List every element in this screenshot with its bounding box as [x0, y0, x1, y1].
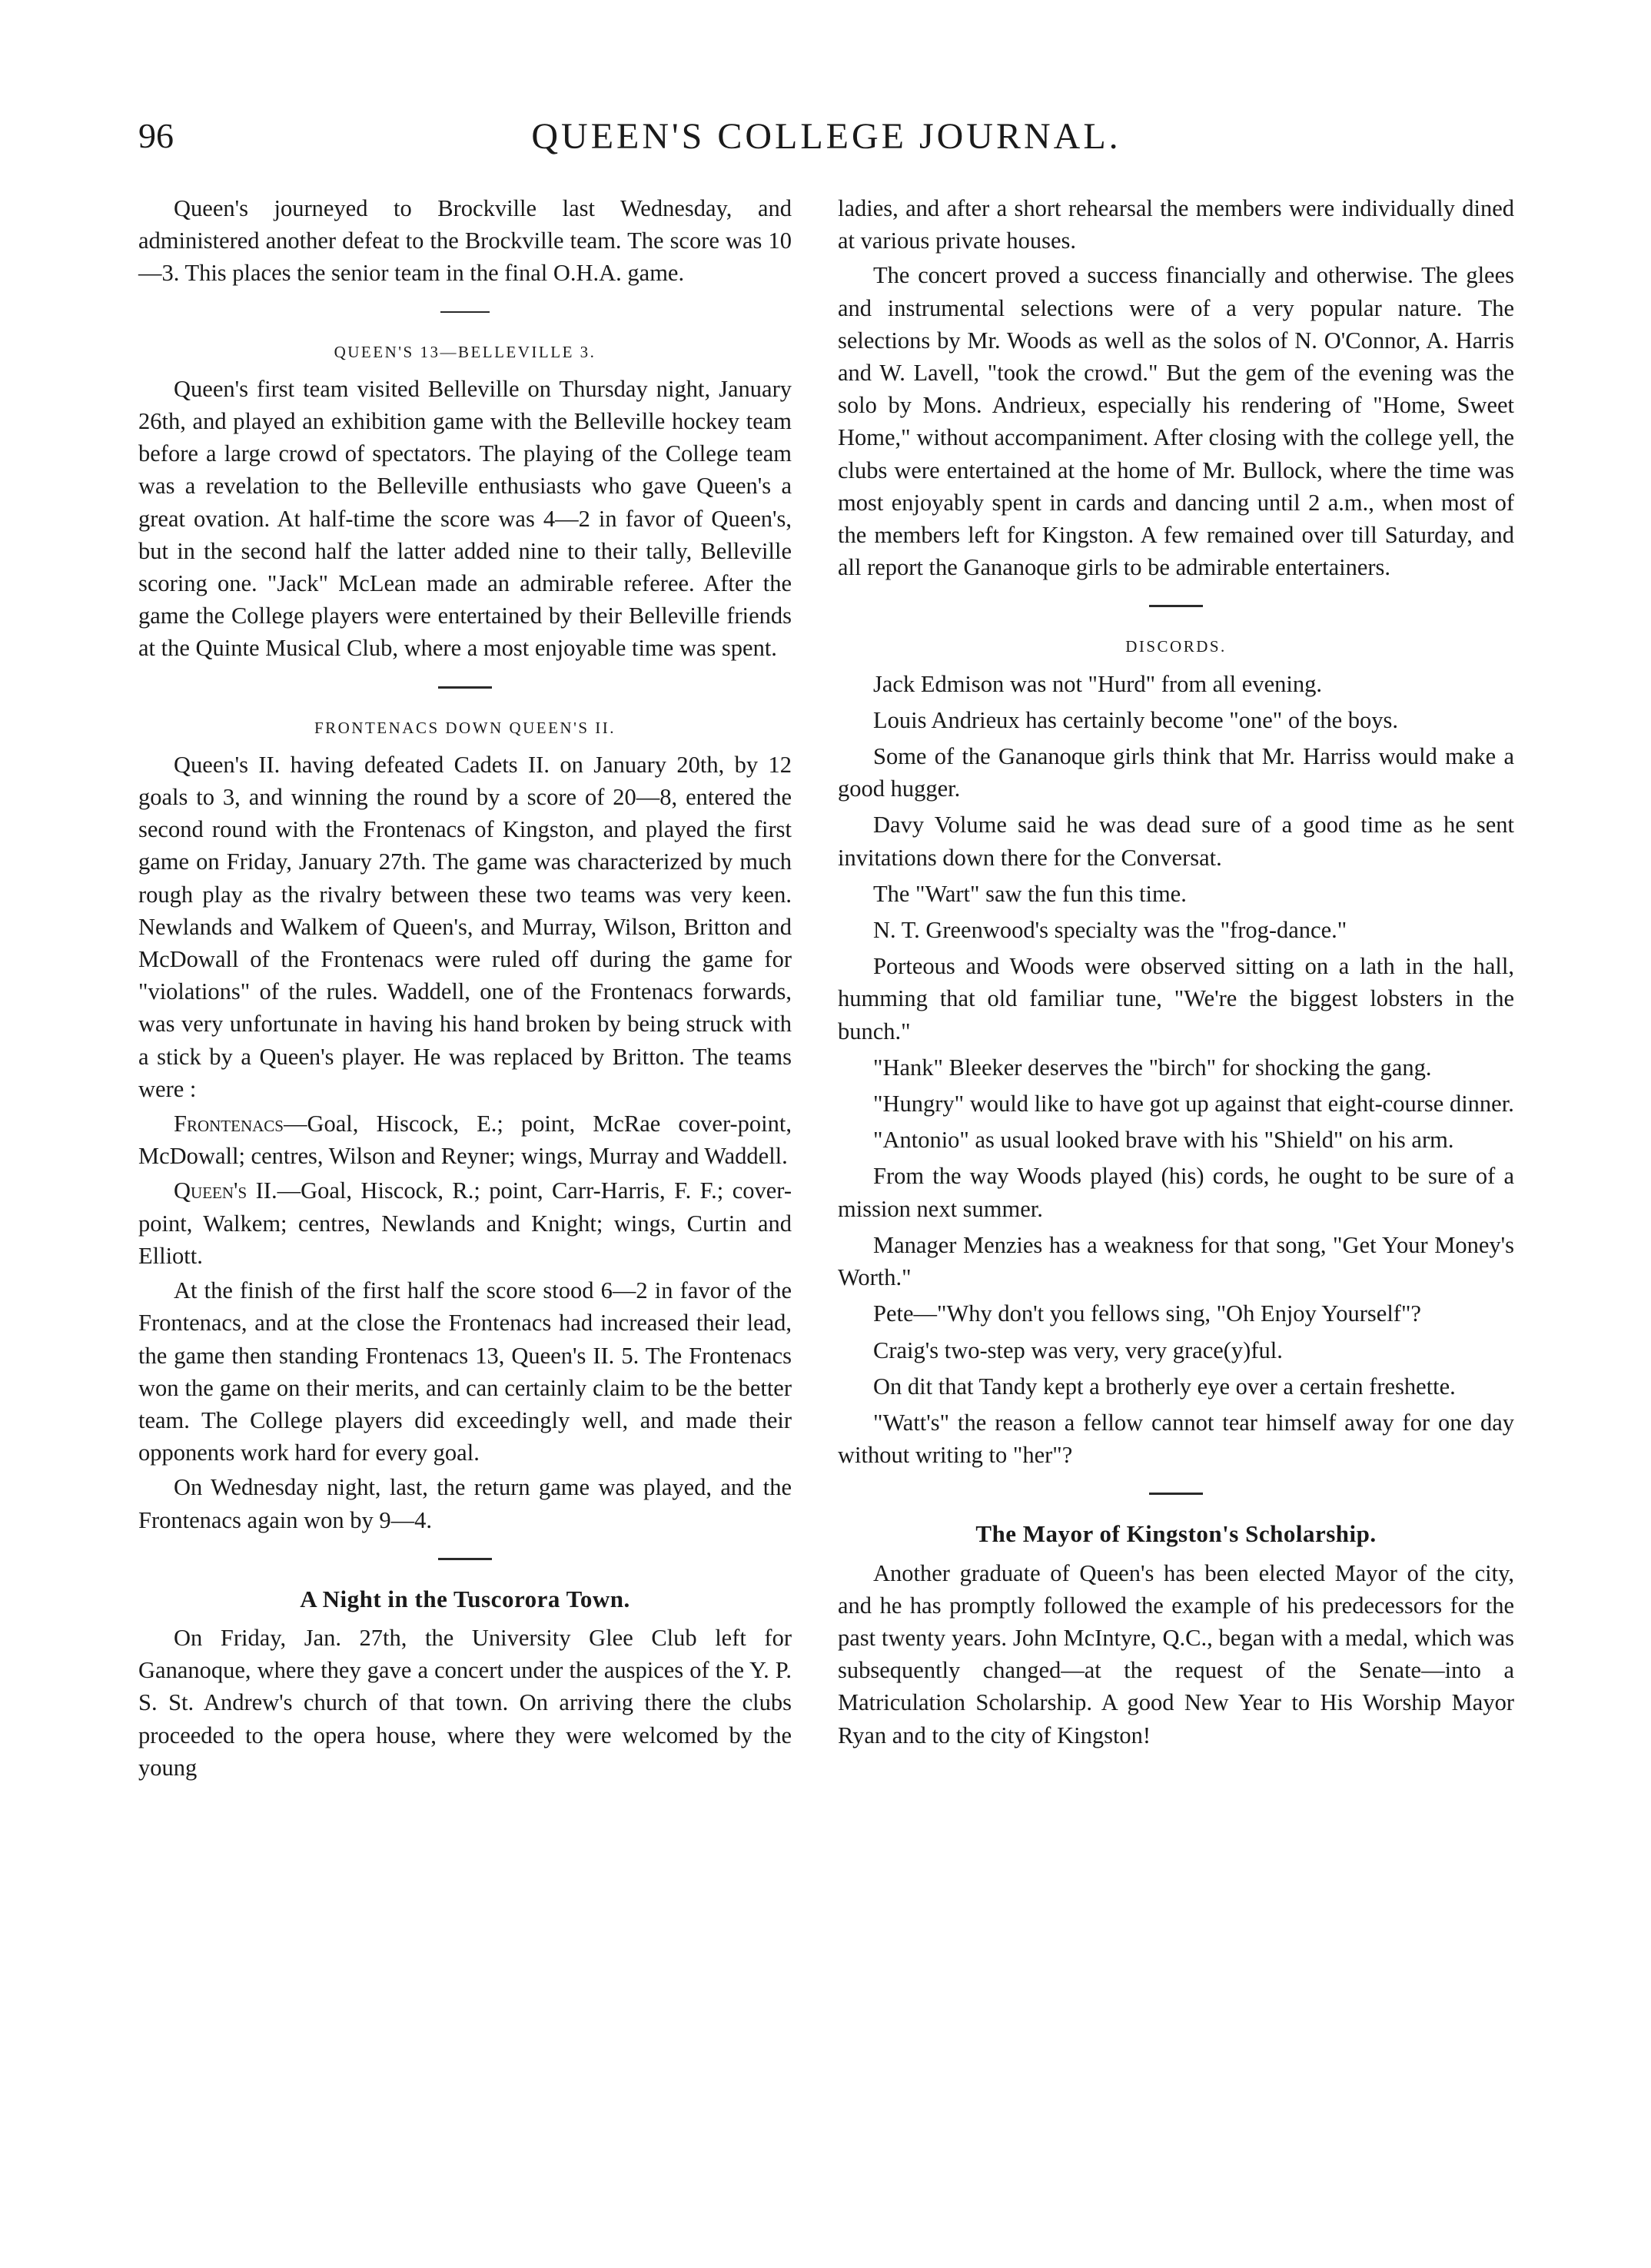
frontenacs-paragraph: Queen's II. having defeated Cadets II. on January 20th, by 12 goals to 3, and winning the round by a score of 20—8, entered the second round with the Frontenacs of Kingston, and played the first game on Friday, January 27th. The game was characterized by much rough play as the rivalry between these two teams was very keen. Newlands and Walkem of Queen's, and Murray, Wilson, Britton and McDowall of the Frontenacs were ruled off during the game for "violations" of the rules. Waddell, one of the Frontenacs forwards, was very unfortunate in having his hand broken by being struck with a stick by a Queen's player. He was replaced by Britton. The teams were : — [138, 751, 792, 1102]
discord-item: Louis Andrieux has certainly become "one" of the boys. — [873, 706, 1399, 733]
page-number: 96 — [138, 116, 174, 155]
discords-heading: DISCORDS. — [1125, 637, 1227, 656]
frontenacs-paragraph: On Wednesday night, last, the return game was played, and the Frontenacs again won by 9—4. — [138, 1474, 792, 1533]
discords-list — [838, 668, 1514, 1472]
tuscorora-heading: A Night in the Tuscorora Town. — [300, 1585, 630, 1612]
discord-item: Manager Menzies has a weakness for that song, "Get Your Money's Worth." — [838, 1231, 1514, 1291]
section-divider — [438, 686, 492, 689]
discord-item: "Antonio" as usual looked brave with his "Shield" on his arm. — [873, 1127, 1454, 1154]
frontenacs-paragraph: At the finish of the first half the score stood 6—2 in favor of the Frontenacs, and at the close the Frontenacs had increased their lead, the game then standing Frontenacs 13, Queen's II. 5. The Frontenacs won the game on their merits, and can certainly claim to be the better team. The College players did exceedingly well, and made their opponents work hard for every goal. — [138, 1277, 792, 1466]
queens-lineup — [138, 1174, 792, 1272]
section-divider — [1149, 605, 1203, 607]
belleville-paragraph: Queen's first team visited Belleville on Thursday night, January 26th, and played an exhibition game with the Belleville hockey team before a large crowd of spectators. The playing of the College team was a revelation to the Belleville enthusiasts who gave Queen's a great ovation. At half-time the score was 4—2 in favor of Queen's, but in the second half the latter added nine to their tally, Belleville scoring one. "Jack" McLean made an admirable referee. After the game the College players were entertained by their Belleville friends at the Quinte Musical Club, where a most enjoyable time was spent. — [138, 375, 792, 662]
discord-item: N. T. Greenwood's specialty was the "frog-dance." — [873, 917, 1347, 944]
frontenacs-heading: FRONTENACS DOWN QUEEN'S II. — [314, 718, 616, 737]
tuscorora-paragraph: On Friday, Jan. 27th, the University Glee Club left for Gananoque, where they gave a concert under the auspices of the Y. P. S. St. Andrew's church of that town. On arriving there the clubs proceeded to the opera house, where they were welcomed by the young — [138, 1624, 792, 1781]
discord-item: The "Wart" saw the fun this time. — [873, 880, 1187, 907]
journal-title: QUEEN'S COLLEGE JOURNAL. — [531, 116, 1121, 157]
discord-item: "Hank" Bleeker deserves the "birch" for shocking the gang. — [873, 1054, 1432, 1081]
discord-item: Craig's two-step was very, very grace(y)ful. — [873, 1337, 1283, 1363]
queens-team-label: Queen's — [174, 1177, 247, 1204]
right-column — [838, 192, 1514, 1754]
belleville-heading: QUEEN'S 13—BELLEVILLE 3. — [334, 342, 596, 361]
page-header — [138, 115, 1514, 177]
discord-item: From the way Woods played (his) cords, he ought to be sure of a mission next summer. — [838, 1163, 1514, 1222]
tuscorora-continued: ladies, and after a short rehearsal the members were individually dined at various private houses. — [838, 195, 1514, 254]
section-divider — [438, 1558, 492, 1560]
tuscorora-paragraph: The concert proved a success financially and otherwise. The glees and instrumental selections were of a very popular nature. The selections by Mr. Woods as well as the solos of N. O'Connor, A. Harris and W. Lavell, "took the crowd." But the gem of the evening was the solo by Mons. Andrieux, especially his rendering of "Home, Sweet Home," without accompaniment. After closing with the college yell, the clubs were entertained at the home of Mr. Bullock, where the time was most enjoyably spent in cards and dancing until 2 a.m., when most of the members left for Kingston. A few remained over till Saturday, and all report the Gananoque girls to be admirable entertainers. — [838, 262, 1514, 581]
section-divider — [1149, 1493, 1203, 1495]
discord-item: "Hungry" would like to have got up against that eight-course dinner. — [873, 1091, 1514, 1117]
queens-team: II.—Goal, Hiscock, R.; point, Carr-Harris, F. F.; cover-point, Walkem; centres, Newlands and Knight; wings, Curtin and Elliott. — [138, 1177, 792, 1269]
brockville-paragraph: Queen's journeyed to Brockville last Wednesday, and administered another defeat to the Brockville team. The score was 10—3. This places the senior team in the final O.H.A. game. — [138, 195, 792, 287]
mayor-paragraph: Another graduate of Queen's has been elected Mayor of the city, and he has promptly followed the example of his predecessors for the past twenty years. John McIntyre, Q.C., began with a medal, which was subsequently changed—at the request of the Senate—into a Matriculation Scholarship. A good New Year to His Worship Mayor Ryan and to the city of Kingston! — [838, 1559, 1514, 1748]
section-divider — [440, 311, 490, 313]
discord-item: Davy Volume said he was dead sure of a good time as he sent invitations down there for the Conversat. — [838, 812, 1514, 871]
mayor-heading: The Mayor of Kingston's Scholarship. — [975, 1520, 1377, 1548]
frontenacs-team-label: Frontenacs — [174, 1111, 284, 1137]
discord-item: "Watt's" the reason a fellow cannot tear himself away for one day without writing to "her"? — [838, 1409, 1514, 1469]
discord-item: Jack Edmison was not "Hurd" from all evening. — [873, 670, 1322, 697]
discord-item: Porteous and Woods were observed sitting on a lath in the hall, humming that old familiar tune, "We're the biggest lobsters in the bunch." — [838, 953, 1514, 1044]
frontenacs-team: —Goal, Hiscock, E.; point, McRae cover-point, McDowall; centres, Wilson and Reyner; wings, Murray and Waddell. — [138, 1111, 792, 1170]
left-column — [138, 192, 792, 1786]
discord-item: On dit that Tandy kept a brotherly eye over a certain freshette. — [873, 1373, 1456, 1400]
frontenacs-lineup — [138, 1107, 792, 1172]
discord-item: Some of the Gananoque girls think that Mr. Harriss would make a good hugger. — [838, 743, 1514, 802]
discord-item: Pete—"Why don't you fellows sing, "Oh Enjoy Yourself"? — [873, 1300, 1421, 1327]
